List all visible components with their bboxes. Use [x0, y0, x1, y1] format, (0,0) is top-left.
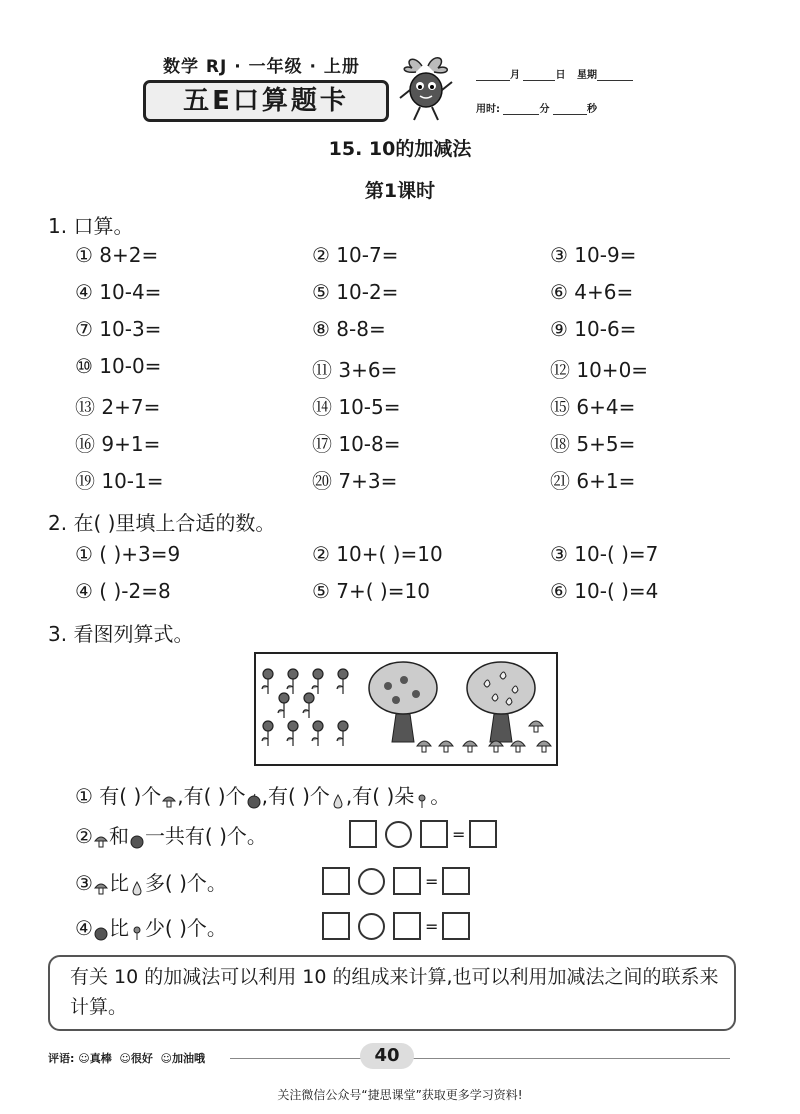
q2-problem[interactable]: ⑤ 7+( )=10: [312, 579, 430, 603]
q3-4-equation: [322, 912, 470, 940]
mushroom-icon: [93, 830, 109, 846]
eval-label: 评语:: [48, 1052, 75, 1065]
mushroom-icon: [93, 877, 109, 893]
flower-icon: [129, 922, 145, 938]
q2-problem[interactable]: ② 10+( )=10: [312, 542, 443, 566]
q1-problem: ⑦ 10-3=: [75, 317, 162, 341]
flower-icon: [312, 721, 323, 746]
q3-1-b: ,有( )个: [177, 784, 246, 808]
pear-icon: [129, 877, 145, 893]
week-label: 星期: [576, 70, 597, 81]
mushroom-icon: [439, 741, 453, 752]
q3-2-equation: [349, 820, 497, 848]
q3-title: 3. 看图列算式。: [48, 622, 194, 646]
q3-1-c: ,有( )个: [261, 784, 330, 808]
q3-3-a: 比: [108, 871, 129, 895]
flower-icon: [262, 721, 273, 746]
q1-problem: ⑧ 8-8=: [312, 317, 386, 341]
radish-mascot-icon: [392, 52, 462, 124]
answer-box[interactable]: [393, 912, 421, 940]
q3-3-equation: [322, 867, 470, 895]
q1-title: 1. 口算。: [48, 214, 134, 238]
q3-1-e: 。: [430, 784, 451, 808]
flower-icon: [414, 790, 430, 806]
time-field: [476, 100, 597, 115]
q2-problem[interactable]: ④ ( )-2=8: [75, 579, 171, 603]
q2-problem[interactable]: ⑥ 10-( )=4: [550, 579, 659, 603]
q1-problem: ⑭ 10-5=: [312, 395, 401, 419]
operator-circle[interactable]: [358, 868, 385, 895]
q3-1-a: 有( )个: [99, 784, 162, 808]
q1-problem: ⑨ 10-6=: [550, 317, 637, 341]
q1-problem: ① 8+2=: [75, 243, 159, 267]
q1-problem: ⑪ 3+6=: [312, 358, 398, 382]
q3-1-num: ①: [75, 784, 93, 808]
flower-icon: [278, 693, 289, 718]
q1-problem: ④ 10-4=: [75, 280, 162, 304]
operator-circle[interactable]: [358, 913, 385, 940]
answer-box[interactable]: [393, 867, 421, 895]
answer-box[interactable]: [442, 867, 470, 895]
apple-icon: [129, 830, 145, 846]
mushroom-icon: [529, 721, 543, 732]
time-label: 用时:: [476, 104, 500, 115]
apple-icon: [246, 790, 262, 806]
mushroom-icon: [511, 741, 525, 752]
answer-box[interactable]: [442, 912, 470, 940]
q3-2-b: 一共有( )个。: [144, 824, 267, 848]
evaluation-row: [48, 1050, 205, 1066]
answer-box[interactable]: [420, 820, 448, 848]
smiley-icon: ☺: [119, 1052, 131, 1065]
footer-divider: [230, 1058, 730, 1059]
flower-icon: [337, 721, 348, 746]
day-label: 日: [555, 70, 566, 81]
mushroom-icon: [161, 790, 177, 806]
mushroom-icon: [417, 741, 431, 752]
flower-icon: [287, 721, 298, 746]
answer-box[interactable]: [322, 912, 350, 940]
q1-problem: ⑬ 2+7=: [75, 395, 161, 419]
q3-line-3: [75, 867, 227, 896]
q3-3-b: 多( )个。: [144, 871, 227, 895]
eval-good: 很好: [130, 1052, 153, 1065]
mushroom-icon: [489, 741, 503, 752]
smiley-grin-icon: ☺: [78, 1052, 90, 1065]
q3-3-num: ③: [75, 871, 93, 895]
q2-title: 2. 在( )里填上合适的数。: [48, 511, 276, 535]
flower-icon: [262, 669, 273, 694]
q1-problem: ⑮ 6+4=: [550, 395, 636, 419]
flower-icon: [287, 669, 298, 694]
q1-problem: ⑲ 10-1=: [75, 469, 164, 493]
smiley-cheer-icon: ☺: [160, 1052, 172, 1065]
q3-1-d: ,有( )朵: [345, 784, 415, 808]
mushroom-icon: [537, 741, 551, 752]
q1-problem: ⑳ 7+3=: [312, 469, 398, 493]
q1-problem: ⑥ 4+6=: [550, 280, 634, 304]
eval-great: 真棒: [89, 1052, 112, 1065]
q1-problem: ② 10-7=: [312, 243, 399, 267]
picture-illustration: [256, 654, 556, 764]
eval-keep-going: 加油哦: [172, 1052, 205, 1065]
equals-sign: =: [452, 824, 466, 844]
banner-title: 五E口算题卡: [143, 80, 389, 122]
q1-problem: ⑩ 10-0=: [75, 354, 162, 378]
lesson-subtitle: 第1课时: [364, 180, 436, 202]
q1-problem: ⑰ 10-8=: [312, 432, 401, 456]
month-label: 月: [510, 70, 520, 81]
subject-line: 数学 RJ · 一年级 · 上册: [163, 57, 360, 77]
q3-line-4: [75, 912, 227, 941]
lesson-title: 15. 10的加减法: [328, 138, 472, 160]
q1-problem: ⑱ 5+5=: [550, 432, 636, 456]
answer-box[interactable]: [322, 867, 350, 895]
operator-circle[interactable]: [385, 821, 412, 848]
q1-problem: ③ 10-9=: [550, 243, 637, 267]
flower-icon: [312, 669, 323, 694]
second-label: 秒: [586, 104, 597, 115]
q1-problem: ⑤ 10-2=: [312, 280, 399, 304]
q3-4-a: 比: [108, 916, 129, 940]
tip-text: 有关 10 的加减法可以利用 10 的组成来计算,也可以利用加减法之间的联系来计算。: [70, 966, 719, 1018]
answer-box[interactable]: [349, 820, 377, 848]
q1-problem: ⑫ 10+0=: [550, 358, 649, 382]
pear-icon: [330, 790, 346, 806]
mushroom-icon: [463, 741, 477, 752]
equals-sign: =: [425, 916, 439, 936]
q3-line-2: [75, 820, 267, 849]
promo-text: 关注微信公众号“捷思课堂”获取更多学习资料!: [277, 1088, 523, 1102]
flower-icon: [303, 693, 314, 718]
q3-line-1: [75, 780, 450, 809]
flower-icon: [337, 669, 348, 694]
minute-label: 分: [539, 104, 550, 115]
answer-box[interactable]: [469, 820, 497, 848]
q1-problem: ⑯ 9+1=: [75, 432, 161, 456]
page-number: 40: [360, 1043, 414, 1069]
equals-sign: =: [425, 871, 439, 891]
apple-icon: [93, 922, 109, 938]
q3-2-a: 和: [108, 824, 129, 848]
counting-picture: [254, 652, 558, 766]
q3-2-num: ②: [75, 824, 93, 848]
q2-problem[interactable]: ① ( )+3=9: [75, 542, 181, 566]
q1-problem: ㉑ 6+1=: [550, 469, 636, 493]
q3-4-num: ④: [75, 916, 93, 940]
date-field: [476, 66, 633, 81]
q2-problem[interactable]: ③ 10-( )=7: [550, 542, 659, 566]
q3-4-b: 少( )个。: [144, 916, 227, 940]
